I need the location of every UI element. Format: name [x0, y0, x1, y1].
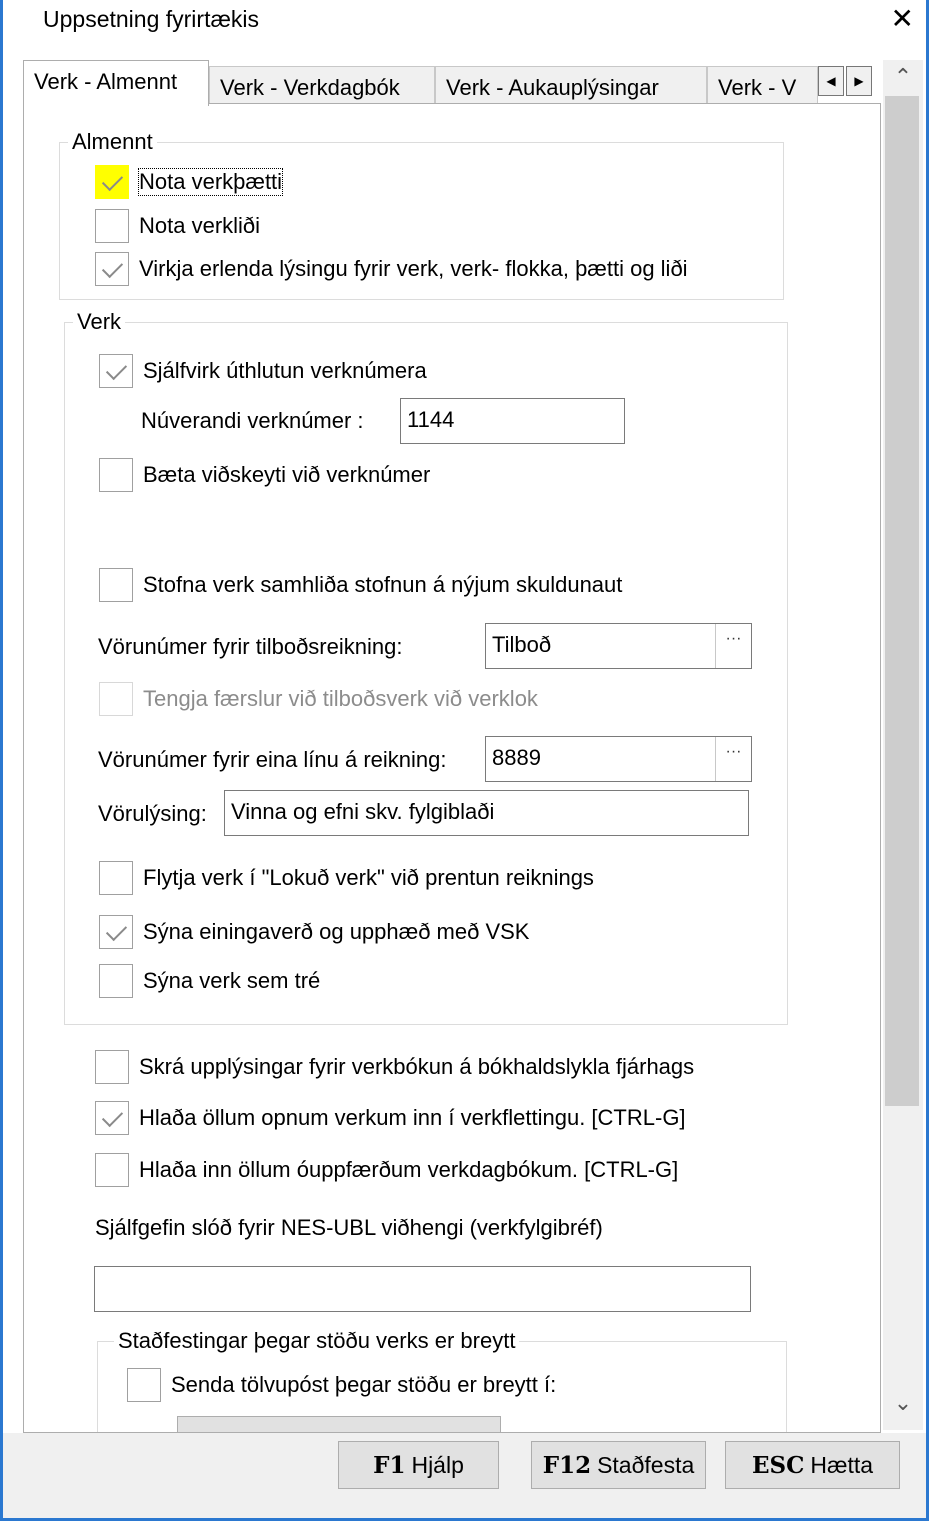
- hlada-opnum-verkum-checkbox[interactable]: [95, 1101, 129, 1135]
- scroll-down-icon[interactable]: ⌄: [893, 1390, 913, 1415]
- skra-upplysingar-label: Skrá upplýsingar fyrir verkbókun á bókhaldslykla fjárhags: [139, 1054, 695, 1079]
- tab-next-icon[interactable]: ▶: [846, 66, 872, 96]
- confirm-key: F12: [542, 1452, 592, 1479]
- tab-verk-almennt[interactable]: Verk - Almennt: [23, 60, 209, 106]
- syna-verk-tre-label: Sýna verk sem tré: [143, 968, 321, 993]
- virkja-erlenda-checkbox[interactable]: [95, 252, 129, 286]
- tab-verk-aukaupplysingar[interactable]: Verk - Aukauplýsingar: [435, 66, 707, 104]
- flytja-verk-label: Flytja verk í "Lokuð verk" við prentun reiknings: [143, 865, 594, 890]
- verk-legend: Verk: [73, 309, 125, 335]
- tilbod-vorunumer-value: Tilboð: [492, 632, 552, 657]
- syna-einingaverd-checkbox[interactable]: [99, 915, 133, 949]
- sjalfvirk-label: Sjálfvirk úthlutun verknúmera: [143, 358, 427, 383]
- nota-verklidi-checkbox[interactable]: [95, 209, 129, 243]
- scroll-up-icon[interactable]: ⌃: [893, 64, 913, 89]
- help-label: Hjálp: [411, 1452, 464, 1478]
- stofna-verk-label: Stofna verk samhliða stofnun á nýjum skuldunaut: [143, 572, 623, 597]
- eina-lina-vorunumer-input[interactable]: [485, 736, 752, 782]
- eina-lina-lookup-button[interactable]: ···: [715, 737, 751, 781]
- cancel-key: ESC: [751, 1452, 805, 1479]
- help-key: F1: [373, 1452, 406, 1479]
- nota-verkthaetti-label: Nota verkþætti: [139, 169, 283, 194]
- window-title: Uppsetning fyrirtækis: [43, 6, 260, 32]
- virkja-erlenda-label: Virkja erlenda lýsingu fyrir verk, verk- flokka, þætti og liði: [139, 256, 688, 281]
- tilbod-lookup-button[interactable]: ···: [715, 624, 751, 668]
- help-button[interactable]: [338, 1441, 499, 1489]
- eina-lina-vorunumer-value: 8889: [492, 745, 541, 770]
- baeta-vidskeyti-label: Bæta viðskeyti við verknúmer: [143, 462, 431, 487]
- confirm-button[interactable]: [531, 1441, 706, 1489]
- stadfestingar-legend: Staðfestingar þegar stöðu verks er breytt: [114, 1328, 519, 1354]
- scroll-thumb[interactable]: [885, 96, 919, 1106]
- skra-upplysingar-checkbox[interactable]: [95, 1050, 129, 1084]
- tengja-faerslur-label: Tengja færslur við tilboðsverk við verklok: [143, 686, 538, 711]
- almennt-legend: Almennt: [68, 129, 157, 155]
- tab-prev-icon[interactable]: ◀: [818, 66, 844, 96]
- tengja-faerslur-checkbox: [99, 682, 133, 716]
- cancel-label: Hætta: [810, 1452, 874, 1478]
- nuverandi-verknumer-input[interactable]: 1144: [400, 398, 625, 444]
- confirm-label: Staðfesta: [597, 1452, 695, 1478]
- title-bar: [3, 0, 926, 40]
- stada-dropdown[interactable]: [177, 1416, 501, 1433]
- nuverandi-verknumer-label: Núverandi verknúmer :: [141, 408, 364, 433]
- nota-verkthaetti-checkbox[interactable]: [95, 165, 129, 199]
- eina-lina-vorunumer-label: Vörunúmer fyrir eina línu á reikning:: [98, 747, 447, 772]
- baeta-vidskeyti-checkbox[interactable]: [99, 458, 133, 492]
- vertical-scrollbar[interactable]: [883, 60, 923, 1430]
- tab-panel-verk-almennt: [23, 103, 881, 1433]
- tab-strip: [23, 60, 883, 104]
- vorulysing-label: Vörulýsing:: [98, 801, 207, 826]
- button-bar: [3, 1433, 926, 1518]
- close-icon[interactable]: ✕: [890, 3, 914, 34]
- syna-einingaverd-label: Sýna einingaverð og upphæð með VSK: [143, 919, 530, 944]
- nes-ubl-slod-input[interactable]: [94, 1266, 751, 1312]
- hlada-inn-verkdagbokum-checkbox[interactable]: [95, 1153, 129, 1187]
- senda-tolvupost-checkbox[interactable]: [127, 1368, 161, 1402]
- tilbod-vorunumer-input[interactable]: [485, 623, 752, 669]
- nes-ubl-slod-label: Sjálfgefin slóð fyrir NES-UBL viðhengi (verkfylgibréf): [95, 1215, 603, 1240]
- tilbod-vorunumer-label: Vörunúmer fyrir tilboðsreikning:: [98, 634, 403, 659]
- hlada-opnum-verkum-label: Hlaða öllum opnum verkum inn í verkflettingu. [CTRL-G]: [139, 1105, 686, 1130]
- vorulysing-input[interactable]: Vinna og efni skv. fylgiblaði: [224, 790, 749, 836]
- tab-verk-verkdagbok[interactable]: Verk - Verkdagbók: [209, 66, 435, 104]
- hlada-inn-verkdagbokum-label: Hlaða inn öllum óuppfærðum verkdagbókum. [CTRL-G]: [139, 1157, 679, 1182]
- senda-tolvupost-label: Senda tölvupóst þegar stöðu er breytt í:: [171, 1372, 557, 1397]
- syna-verk-tre-checkbox[interactable]: [99, 964, 133, 998]
- tab-verk-v[interactable]: Verk - V: [707, 66, 818, 104]
- cancel-button[interactable]: [725, 1441, 900, 1489]
- flytja-verk-checkbox[interactable]: [99, 861, 133, 895]
- stofna-verk-checkbox[interactable]: [99, 568, 133, 602]
- sjalfvirk-checkbox[interactable]: [99, 354, 133, 388]
- nota-verklidi-label: Nota verkliði: [139, 213, 261, 238]
